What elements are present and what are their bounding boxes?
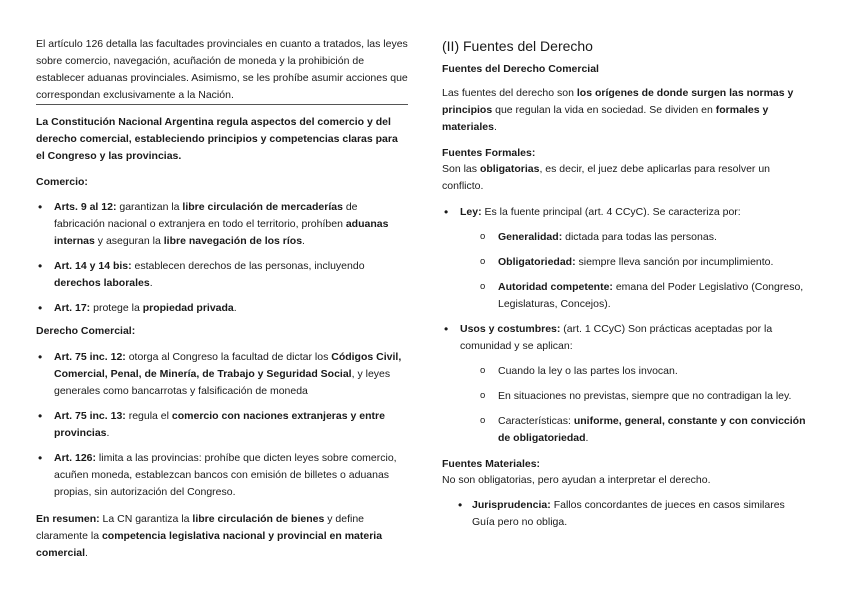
sub-label: Autoridad competente: [498,281,613,293]
list-item [36,199,408,250]
item-text: . [106,427,110,439]
summary-paragraph [36,114,408,165]
sublist-item [442,279,812,313]
item-text: de fabricación nacional o extranjera en todo el territorio, prohíben [54,201,358,230]
materiales-heading: Fuentes Materiales: [442,458,541,470]
usos-list [442,321,812,355]
divider-line [36,104,408,105]
sub-label: Generalidad: [498,231,563,243]
sub-text: . [585,432,589,444]
list-item [442,204,812,221]
usos-text: (art. 1 CCyC) Son prácticas aceptadas por la comunidad y se aplican: [460,323,773,352]
article-label: Art. 14 y 14 bis: [54,260,132,272]
intro-text: que regulan la vida en sociedad. Se dividen en [492,104,716,116]
ley-list [442,204,812,221]
ley-sublist [442,229,812,313]
list-item [442,321,812,355]
item-text: . [149,277,153,289]
resumen-paragraph [36,511,408,562]
sublist-item [442,229,812,246]
sub-text: En situaciones no previstas, siempre que no contradigan la ley. [498,390,792,402]
intro-bold: los orígenes de donde surgen las normas y principios [442,87,794,116]
derecho-list [36,349,408,501]
item-text: garantizan la [116,201,183,213]
resumen-text: La CN garantiza la [99,513,193,525]
item-bold: propiedad privada [142,302,234,314]
item-text: , y leyes generales como bancarrotas y falsificación de moneda [54,368,391,397]
sub-text: siempre lleva sanción por incumplimiento. [575,256,774,268]
item-text: y aseguran la [94,235,164,247]
section-title: (II) Fuentes del Derecho [442,38,593,54]
item-text: . [302,235,305,247]
ley-text: Es la fuente principal (art. 4 CCyC). Se caracteriza por: [481,206,741,218]
sub-label: Obligatoriedad: [498,256,576,268]
sub-text: Cuando la ley o las partes los invocan. [498,365,678,377]
comercio-heading: Comercio: [36,176,88,188]
resumen-text: y define claramente la [36,513,365,542]
desc-text: , es decir, el juez debe aplicarlas para resolver un conflicto. [442,163,771,192]
item-bold: derechos laborales [54,277,150,289]
sub-text: emana del Poder Legislativo (Congreso, Legislaturas, Concejos). [498,281,804,310]
derecho-heading: Derecho Comercial: [36,325,136,337]
list-item [442,497,812,531]
sub-bold: uniforme, general, constante y con convicción de obligatoriedad [498,415,806,444]
item-bold: Códigos Civil, Comercial, Penal, de Minería, de Trabajo y Seguridad Social [54,351,402,380]
resumen-label: En resumen: [36,513,100,525]
desc-text: Son las [442,163,480,175]
comercio-list [36,199,408,317]
fuentes-intro [442,85,804,136]
intro-text: . [493,121,497,133]
resumen-bold: competencia legislativa nacional y provincial en materia comercial [36,530,383,559]
intro-text: Las fuentes del derecho son [442,87,577,99]
article-label: Art. 17: [54,302,91,314]
list-item [36,300,408,317]
item-text: establecen derechos de las personas, incluyendo [131,260,365,272]
intro-bold: formales y materiales [442,104,769,133]
article-label: Arts. 9 al 12: [54,201,117,213]
item-bold: libre navegación de los ríos [163,235,303,247]
list-item [36,258,408,292]
formales-heading: Fuentes Formales: [442,147,536,159]
item-text: . [233,302,237,314]
sub-text: Características: [498,415,574,427]
sublist-item [442,254,812,271]
section-subtitle: Fuentes del Derecho Comercial [442,63,599,75]
list-item [36,408,408,442]
usos-label: Usos y costumbres: [460,323,561,335]
item-text: limita a las provincias: prohíbe que dicten leyes sobre comercio, acuñen moneda, establezcan bancos con emisión de billetes o aduanas propias, sin autorización del Congreso. [54,452,397,498]
item-text: protege la [90,302,143,314]
juris-label: Jurisprudencia: [472,499,551,511]
juris-list [442,497,812,531]
sublist-item [442,413,812,447]
list-item [36,450,408,501]
article-label: Art. 126: [54,452,97,464]
ley-label: Ley: [460,206,482,218]
juris-text: Fallos concordantes de jueces en casos similares Guía pero no obliga. [472,499,785,528]
desc-bold: obligatorias [479,163,540,175]
sublist-item [442,388,812,405]
sublist-item [442,363,812,380]
resumen-bold: libre circulación de bienes [192,513,325,525]
usos-sublist [442,363,812,447]
formales-description [442,161,792,195]
resumen-text: . [85,547,88,559]
article-label: Art. 75 inc. 12: [54,351,126,363]
sub-text: dictada para todas las personas. [562,231,717,243]
intro-paragraph: El artículo 126 detalla las facultades provinciales en cuanto a tratados, las leyes sobre comercio, navegación, acuñación de moneda y la prohibición de establecer aduanas provinciales. Asimismo, se les prohíbe asumir acciones que correspondan exclusivamente a la Nación. [36,38,408,101]
materiales-description: No son obligatorias, pero ayudan a interpretar el derecho. [442,474,711,486]
item-bold: comercio con naciones extranjeras y entre provincias [54,410,385,439]
item-bold: aduanas internas [54,218,389,247]
item-bold: libre circulación de mercaderías [182,201,343,213]
item-text: otorga al Congreso la facultad de dictar los [125,351,332,363]
list-item [36,349,408,400]
article-label: Art. 75 inc. 13: [54,410,126,422]
summary-bold-text: La Constitución Nacional Argentina regula aspectos del comercio y del derecho comercial, estableciendo principios y competencias claras para el Congreso y las provincias. [36,116,398,162]
item-text: regula el [125,410,172,422]
